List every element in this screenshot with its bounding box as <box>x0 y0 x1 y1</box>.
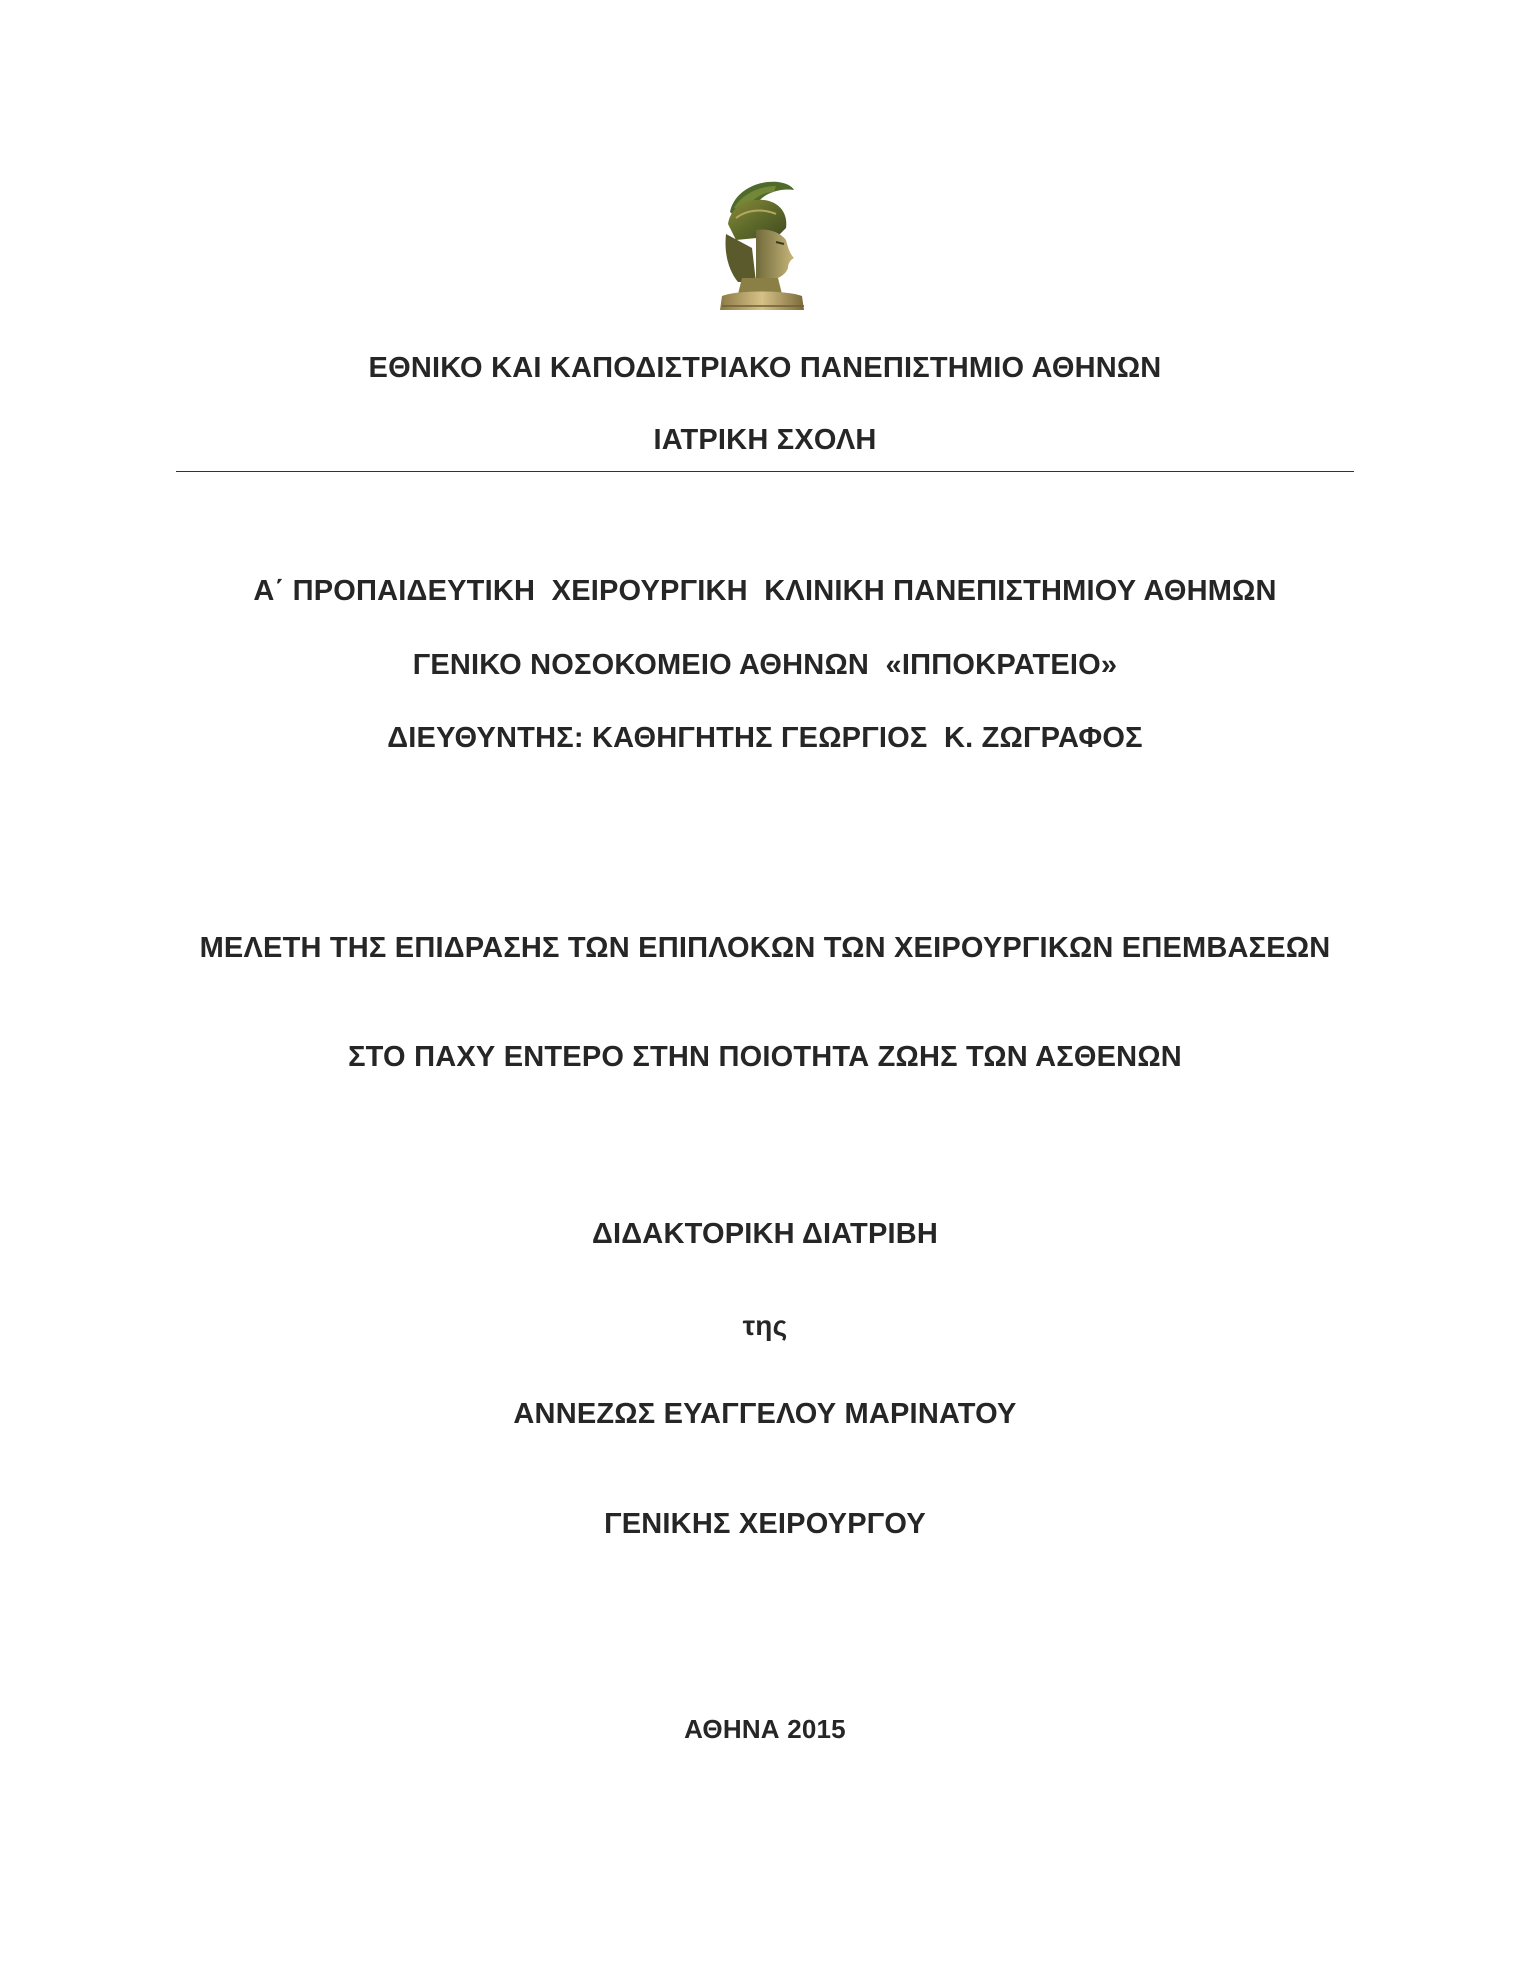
place-and-year: ΑΘΗΝΑ 2015 <box>684 1714 846 1744</box>
author-name: ΑΝΝΕΖΩΣ ΕΥΑΓΓΕΛΟΥ ΜΑΡΙΝΑΤΟΥ <box>513 1398 1017 1430</box>
author-title: ΓΕΝΙΚΗΣ ΧΕΙΡΟΥΡΓΟΥ <box>604 1508 926 1540</box>
clinic-name: Α΄ ΠΡΟΠΑΙΔΕΥΤΙΚΗ ΧΕΙΡΟΥΡΓΙΚΗ ΚΛΙΝΙΚΗ ΠΑΝΕΠΙΣΤΗΜΙΟΥ ΑΘΗΜΩΝ <box>253 575 1277 607</box>
thesis-title-line-1: ΜΕΛΕΤΗ ΤΗΣ ΕΠΙΔΡΑΣΗΣ ΤΩΝ ΕΠΙΠΛΟΚΩΝ ΤΩΝ ΧΕΙΡΟΥΡΓΙΚΩΝ ΕΠΕΜΒΑΣΕΩΝ <box>199 932 1331 964</box>
clinic-director: ΔΙΕΥΘΥΝΤΗΣ: ΚΑΘΗΓΗΤΗΣ ΓΕΩΡΓΙΟΣ Κ. ΖΩΓΡΑΦΟΣ <box>387 722 1143 754</box>
athena-helmet-emblem-icon <box>716 178 808 314</box>
school-name: ΙΑΤΡΙΚΗ ΣΧΟΛΗ <box>653 424 877 456</box>
hospital-name: ΓΕΝΙΚΟ ΝΟΣΟΚΟΜΕΙΟ ΑΘΗΝΩΝ «ΙΠΠΟΚΡΑΤΕΙΟ» <box>412 649 1118 681</box>
thesis-title-line-2: ΣΤΟ ΠΑΧΥ ΕΝΤΕΡΟ ΣΤΗΝ ΠΟΙΟΤΗΤΑ ΖΩΗΣ ΤΩΝ ΑΣΘΕΝΩΝ <box>348 1041 1182 1073</box>
header-divider <box>176 471 1354 472</box>
of-word: της <box>742 1310 788 1341</box>
thesis-type: ΔΙΔΑΚΤΟΡΙΚΗ ΔΙΑΤΡΙΒΗ <box>591 1218 939 1250</box>
university-name: ΕΘΝΙΚΟ ΚΑΙ ΚΑΠΟΔΙΣΤΡΙΑΚΟ ΠΑΝΕΠΙΣΤΗΜΙΟ ΑΘΗΝΩΝ <box>368 352 1162 384</box>
